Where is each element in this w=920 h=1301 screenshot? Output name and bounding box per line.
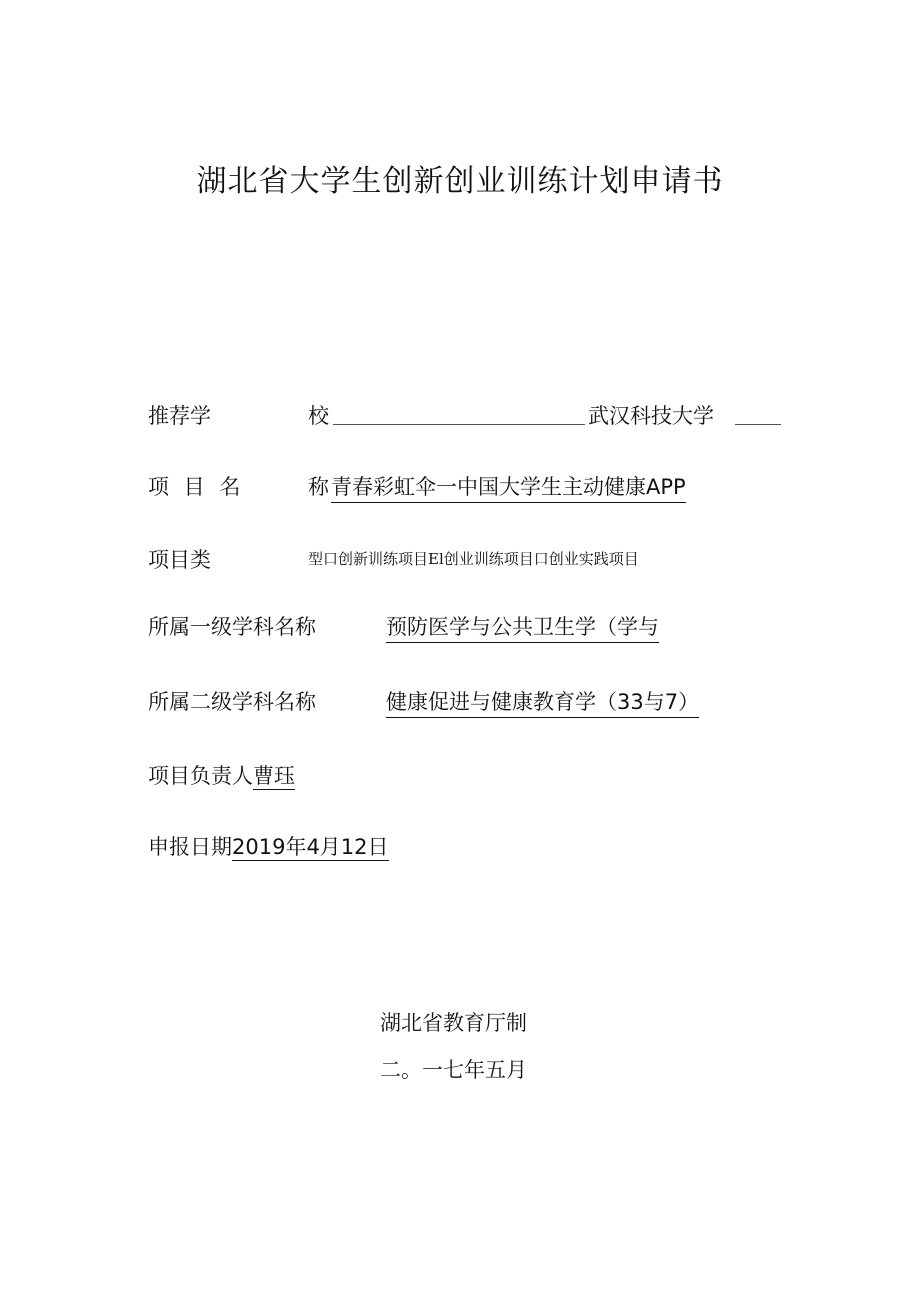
leader-row [148,760,295,790]
school-blank-line-tail [735,424,781,425]
project-name-label-tail: 称 [308,475,329,499]
school-value: 武汉科技大学 [588,404,714,428]
school-label-tail: 校 [308,404,329,428]
date-row [148,831,389,861]
leader-label: 项目负责人 [148,764,253,788]
page-title: 湖北省大学生创新创业训练计划申请书 [196,164,724,199]
project-name-label: 项 目 名 [148,475,245,499]
discipline-1-label: 所属一级学科名称 [148,615,316,639]
leader-value: 曹珏 [253,764,295,788]
issuer: 湖北省教育厅制 [380,1011,527,1035]
project-name-value: 青春彩虹伞一中国大学生主动健康APP [331,471,686,503]
date-label: 申报日期 [148,835,232,859]
discipline-1-value: 预防医学与公共卫生学（学与 [386,611,659,643]
project-type-options: 型口创新训练项目El创业训练项目口创业实践项目 [308,550,639,568]
date-value: 2019年4月12日 [232,835,389,859]
discipline-2-label: 所属二级学科名称 [148,690,316,714]
discipline-2-value: 健康促进与健康教育学（33与7） [386,686,699,718]
school-label: 推荐学 [148,404,211,428]
footer-date: 二。一七年五月 [380,1058,527,1082]
project-type-label: 项目类 [148,548,211,572]
school-blank-line [333,424,585,425]
